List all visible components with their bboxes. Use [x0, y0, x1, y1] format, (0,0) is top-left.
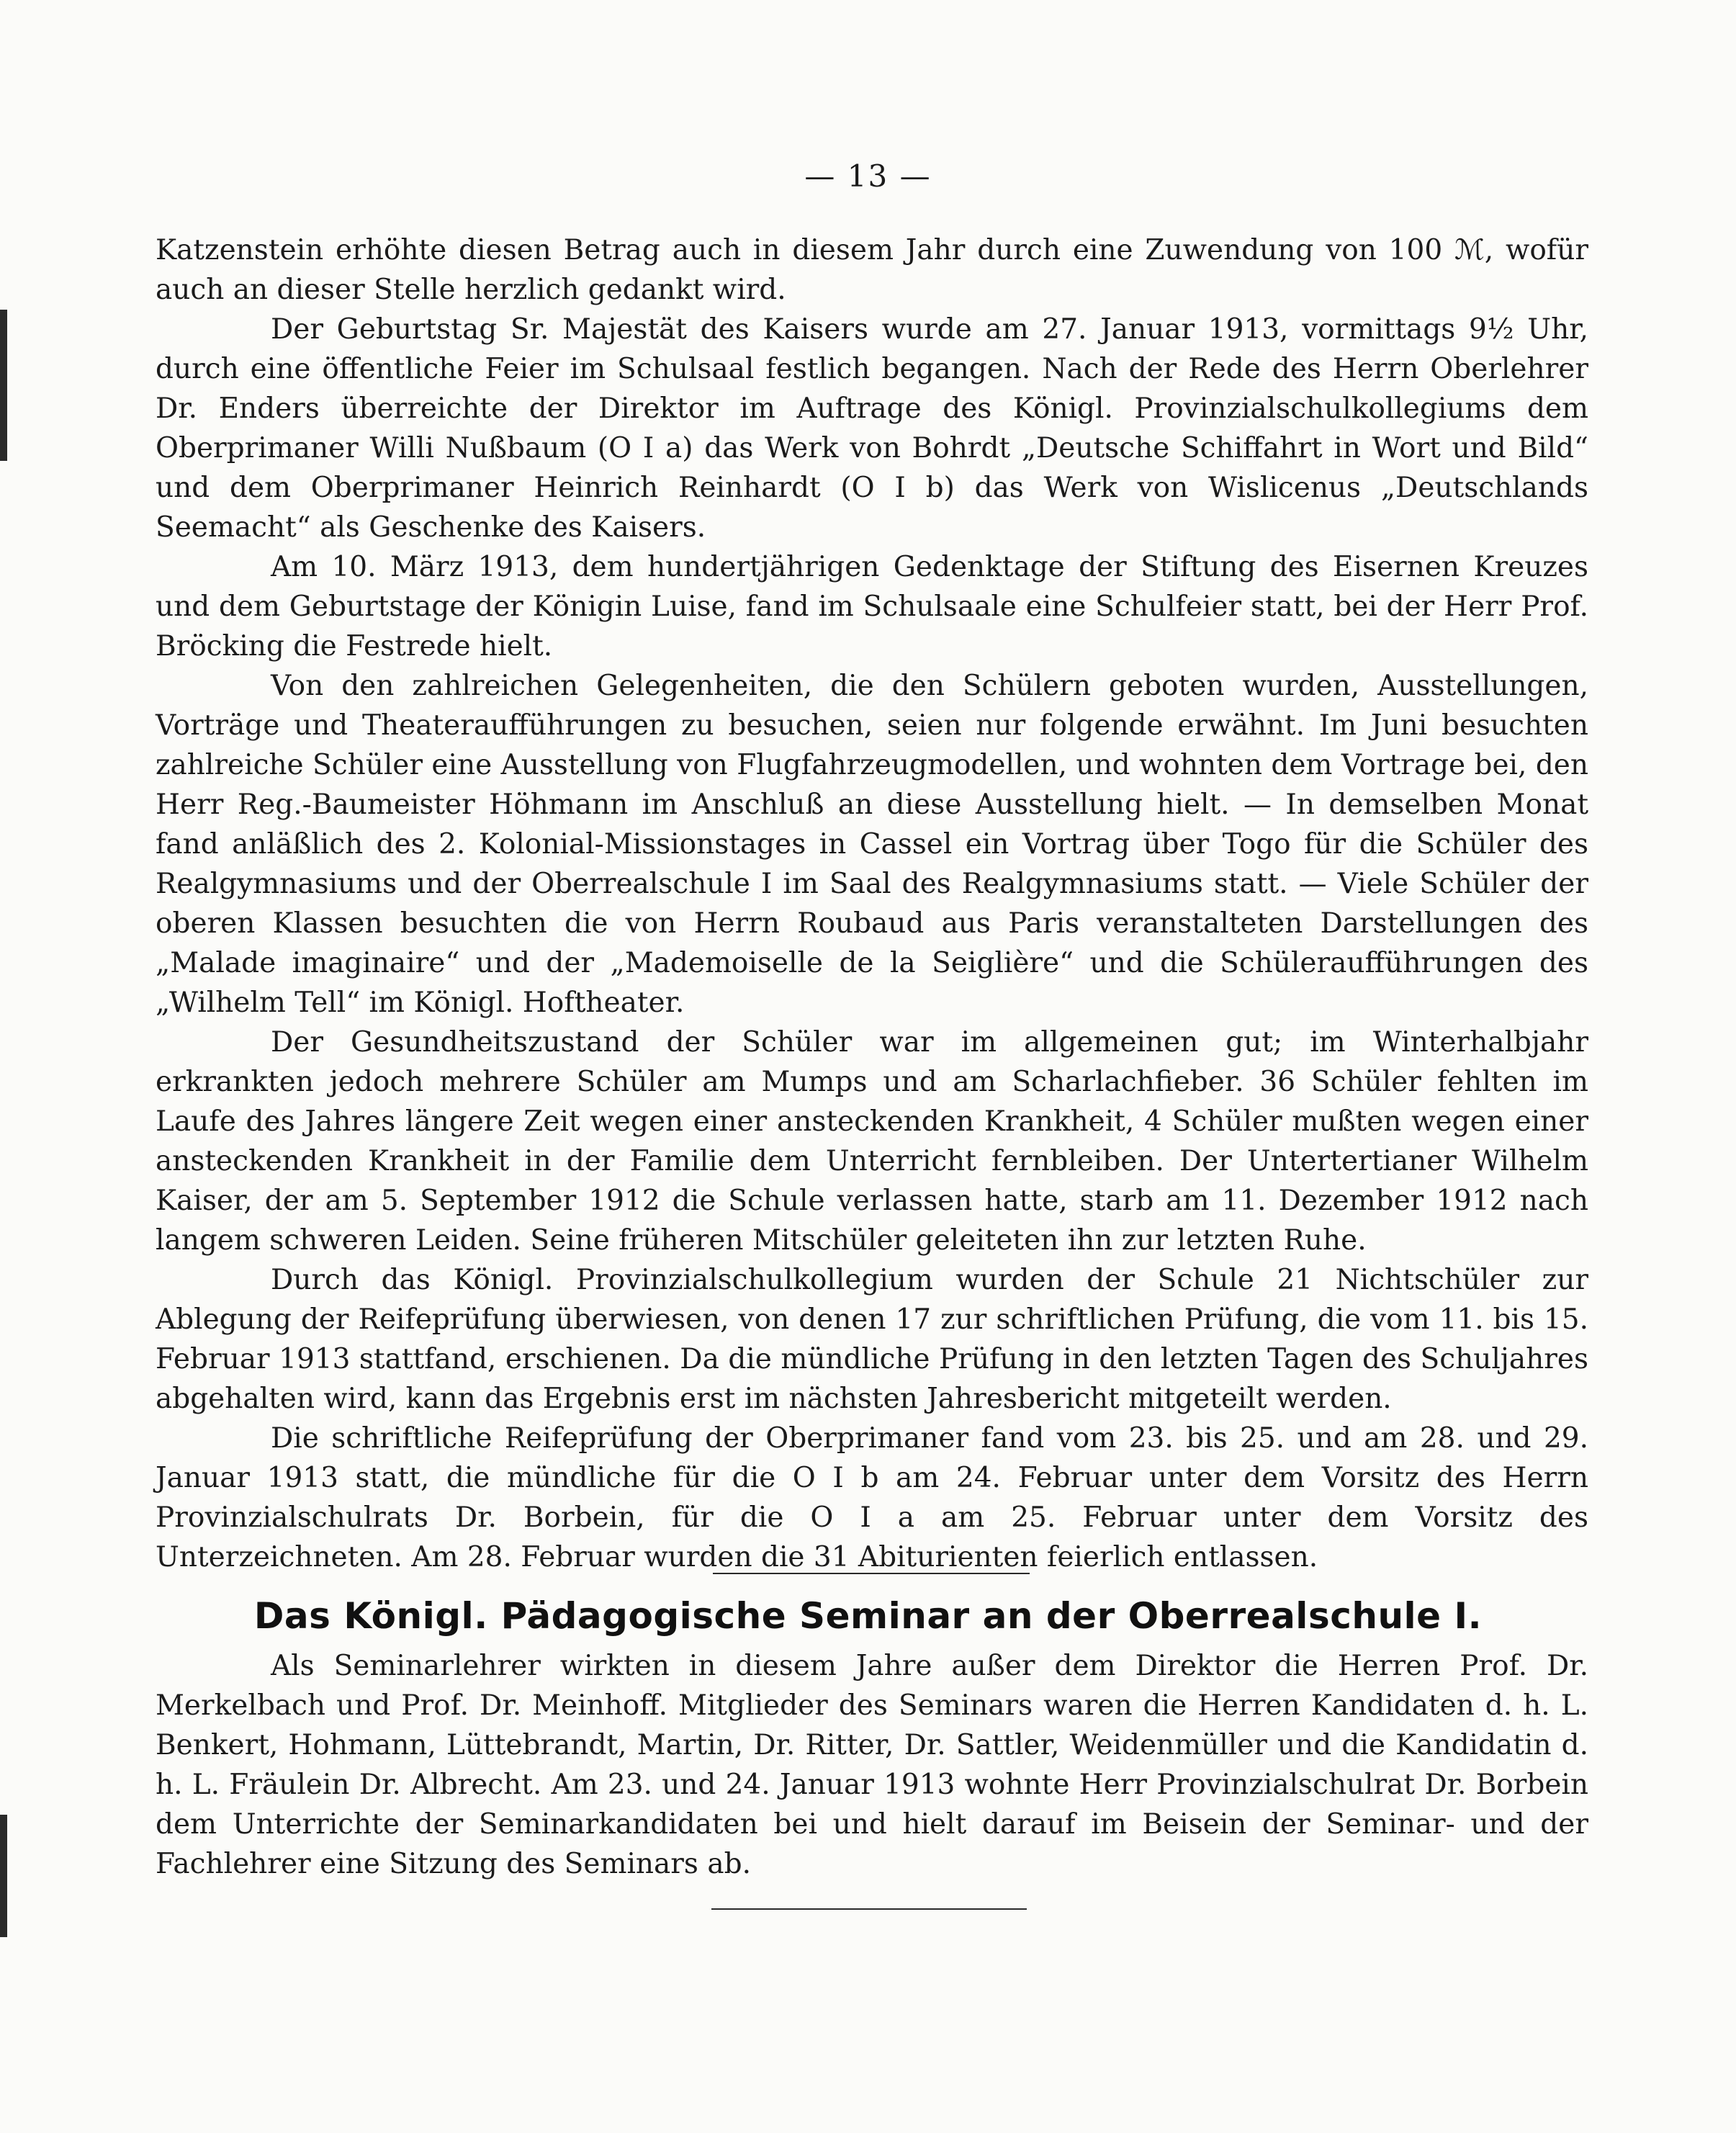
paragraph: Katzenstein erhöhte diesen Betrag auch in diesem Jahr durch eine Zuwendung von 100 ℳ, wofür auch an dieser Stelle herzlich gedankt wird.	[156, 234, 1588, 306]
paragraph: Von den zahlreichen Gelegenheiten, die den Schülern geboten wurden, Ausstellungen, Vorträge und Theateraufführungen zu besuchen, seien nur folgende erwähnt. Im Juni besuchten zahlreiche Schüler eine Ausstellung von Flugfahrzeugmodellen, und wohnten dem Vortrage bei, den Herr Reg.-Baumeister Höhmann im Anschluß an diese Ausstellung hielt. — In demselben Monat fand anläßlich des 2. Kolonial-Missionstages in Cassel ein Vortrag über Togo für die Schüler des Realgymnasiums und der Oberrealschule I im Saal des Realgymnasiums statt. — Viele Schüler der oberen Klassen besuchten die von Herrn Roubaud aus Paris veranstalteten Darstellungen des „Malade imaginaire“ und der „Mademoiselle de la Seiglière“ und die Schüleraufführungen des „Wilhelm Tell“ im Königl. Hoftheater.	[156, 670, 1588, 1019]
paragraph: Die schriftliche Reifeprüfung der Oberprimaner fand vom 23. bis 25. und am 28. und 29. Januar 1913 statt, die mündliche für die O I b am 24. Februar unter dem Vorsitz des Herrn Provinzialschulrats Dr. Borbein, für die O I a am 25. Februar unter dem Vorsitz des Unterzeichneten. Am 28. Februar wurden die 31 Abiturienten feierlich entlassen.	[156, 1422, 1588, 1573]
paragraph: Durch das Königl. Provinzialschulkollegium wurden der Schule 21 Nichtschüler zur Ablegung der Reifeprüfung überwiesen, von denen 17 zur schriftlichen Prüfung, die vom 11. bis 15. Februar 1913 stattfand, erschienen. Da die mündliche Prüfung in den letzten Tagen des Schuljahres abgehalten wird, kann das Ergebnis erst im nächsten Jahresbericht mitgeteilt werden.	[156, 1264, 1588, 1415]
paragraph: Am 10. März 1913, dem hundertjährigen Gedenktage der Stiftung des Eisernen Kreuzes und dem Geburtstage der Königin Luise, fand im Schulsaale eine Schulfeier statt, bei der Herr Prof. Bröcking die Festrede hielt.	[156, 551, 1588, 663]
section-body-text	[156, 1646, 1588, 1884]
paragraph: Als Seminarlehrer wirkten in diesem Jahre außer dem Direktor die Herren Prof. Dr. Merkelbach und Prof. Dr. Meinhoff. Mitglieder des Seminars waren die Herren Kandidaten d. h. L. Benkert, Hohmann, Lüttebrandt, Martin, Dr. Ritter, Dr. Sattler, Weidenmüller und die Kandidatin d. h. L. Fräulein Dr. Albrecht. Am 23. und 24. Januar 1913 wohnte Herr Provinzialschulrat Dr. Borbein dem Unterrichte der Seminarkandidaten bei und hielt darauf im Beisein der Seminar- und der Fachlehrer eine Sitzung des Seminars ab.	[156, 1650, 1588, 1880]
section-heading: Das Königl. Pädagogische Seminar an der Oberrealschule I.	[253, 1595, 1483, 1637]
section-divider	[713, 1573, 1030, 1574]
page-number: — 13 —	[804, 158, 932, 194]
paragraph: Der Gesundheitszustand der Schüler war im allgemeinen gut; im Winterhalbjahr erkrankten jedoch mehrere Schüler am Mumps und am Scharlachfieber. 36 Schüler fehlten im Laufe des Jahres längere Zeit wegen einer ansteckenden Krankheit, 4 Schüler mußten wegen einer ansteckenden Krankheit in der Familie dem Unterricht fernbleiben. Der Untertertianer Wilhelm Kaiser, der am 5. September 1912 die Schule verlassen hatte, starb am 11. Dezember 1912 nach langem schweren Leiden. Seine früheren Mitschüler geleiteten ihn zur letzten Ruhe.	[156, 1026, 1588, 1257]
body-text	[156, 230, 1588, 1577]
closing-divider	[711, 1908, 1027, 1910]
scan-edge-mark	[0, 310, 7, 461]
paragraph: Der Geburtstag Sr. Majestät des Kaisers wurde am 27. Januar 1913, vormittags 9½ Uhr, durch eine öffentliche Feier im Schulsaal festlich begangen. Nach der Rede des Herrn Oberlehrer Dr. Enders überreichte der Direktor im Auftrage des Königl. Provinzialschulkollegiums dem Oberprimaner Willi Nußbaum (O I a) das Werk von Bohrdt „Deutsche Schiffahrt in Wort und Bild“ und dem Oberprimaner Heinrich Reinhardt (O I b) das Werk von Wislicenus „Deutschlands Seemacht“ als Geschenke des Kaisers.	[156, 313, 1588, 544]
scan-edge-mark	[0, 1815, 7, 1937]
